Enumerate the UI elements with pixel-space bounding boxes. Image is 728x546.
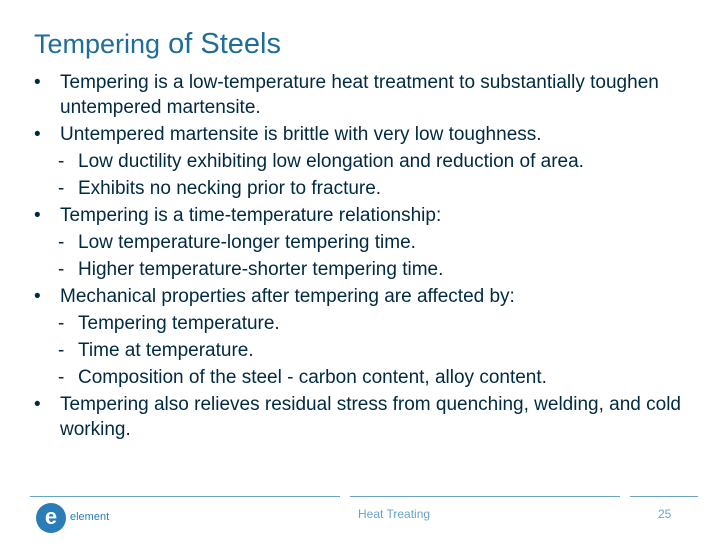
dash-glyph: -: [58, 178, 65, 199]
footer-divider: [630, 496, 698, 497]
footer-divider: [350, 496, 620, 497]
sub-bullet-item: [34, 257, 704, 282]
sub-bullet-item: [34, 311, 704, 336]
footer-title: Heat Treating: [358, 507, 431, 521]
sub-bullet-text: Exhibits no necking prior to fracture.: [78, 178, 382, 199]
bullet-item: [34, 203, 704, 228]
dash-glyph: -: [58, 340, 65, 361]
bullet-item: [34, 122, 704, 147]
title-part-2: of Steels: [160, 28, 281, 60]
sub-bullet-text: Time at temperature.: [78, 340, 254, 361]
bullet-item: [34, 70, 704, 120]
sub-bullet-text: Higher temperature-shorter tempering time.: [78, 259, 444, 280]
dash-glyph: -: [58, 232, 65, 253]
logo-text: element: [70, 511, 110, 523]
bullet-item: [34, 284, 704, 309]
dash-glyph: -: [58, 313, 65, 334]
sub-bullet-item: [34, 176, 704, 201]
title-part-1: Tempering: [34, 29, 161, 59]
bullet-text: Tempering also relieves residual stress from quenching, welding, and cold working.: [60, 394, 681, 440]
bullet-glyph: •: [34, 394, 41, 415]
sub-bullet-text: Low temperature-longer tempering time.: [78, 232, 416, 253]
sub-bullet-text: Composition of the steel - carbon content, alloy content.: [78, 367, 547, 388]
sub-bullet-text: Low ductility exhibiting low elongation and reduction of area.: [78, 151, 584, 172]
dash-glyph: -: [58, 367, 65, 388]
bullet-text: Tempering is a low-temperature heat treatment to substantially toughen untempered martensite.: [60, 72, 659, 118]
bullet-text: Untempered martensite is brittle with very low toughness.: [60, 124, 542, 145]
sub-bullet-item: [34, 230, 704, 255]
slide-title: [34, 26, 281, 62]
bullet-glyph: •: [34, 124, 41, 145]
bullet-list: [34, 70, 704, 444]
bullet-item: [34, 392, 704, 442]
logo-circle-icon: [36, 503, 66, 533]
bullet-text: Tempering is a time-temperature relationship:: [60, 205, 442, 226]
sub-bullet-item: [34, 149, 704, 174]
bullet-glyph: •: [34, 72, 41, 93]
sub-bullet-text: Tempering temperature.: [78, 313, 280, 334]
page-number: 25: [658, 507, 672, 521]
logo-letter: e: [44, 504, 58, 529]
dash-glyph: -: [58, 259, 65, 280]
sub-bullet-item: [34, 365, 704, 390]
bullet-glyph: •: [34, 205, 41, 226]
footer-divider: [30, 496, 340, 497]
bullet-text: Mechanical properties after tempering are affected by:: [60, 286, 515, 307]
bullet-glyph: •: [34, 286, 41, 307]
element-logo: [36, 501, 132, 535]
dash-glyph: -: [58, 151, 65, 172]
sub-bullet-item: [34, 338, 704, 363]
